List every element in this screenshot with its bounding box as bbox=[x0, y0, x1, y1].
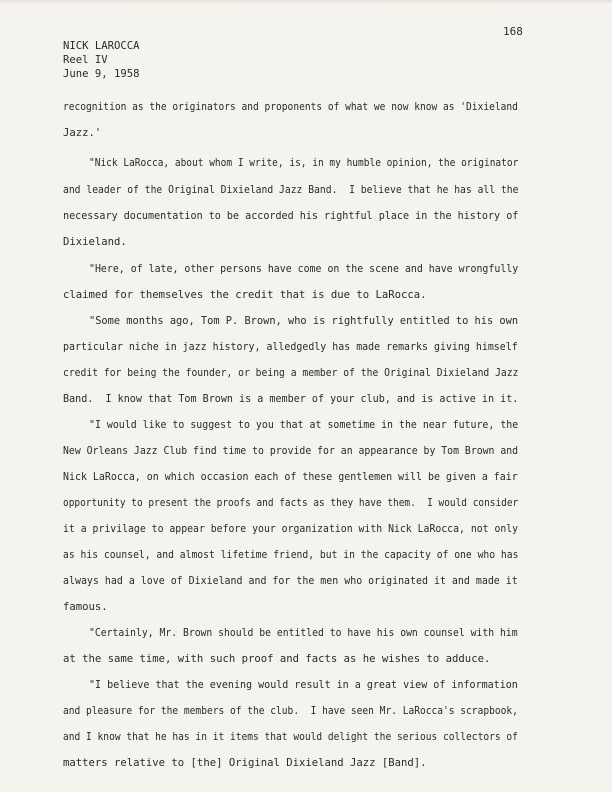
text-line: Jazz.' bbox=[63, 127, 102, 139]
text-line: claimed for themselves the credit that is due to LaRocca. bbox=[63, 289, 427, 301]
text-line: as his counsel, and almost lifetime friend, but in the capacity of one who has bbox=[63, 549, 519, 561]
text-line: always had a love of Dixieland and for the men who originated it and made it bbox=[63, 575, 518, 587]
page-number: 168 bbox=[503, 25, 523, 38]
text-line: Nick LaRocca, on which occasion each of these gentlemen will be given a fair bbox=[63, 471, 518, 483]
text-line: "Certainly, Mr. Brown should be entitled to have his own counsel with him bbox=[89, 627, 518, 639]
text-line: "I believe that the evening would result in a great view of information bbox=[89, 679, 518, 691]
text-line: New Orleans Jazz Club find time to provide for an appearance by Tom Brown and bbox=[63, 445, 519, 457]
text-line: and I know that he has in it items that would delight the serious collectors of bbox=[63, 731, 518, 743]
text-line: particular niche in jazz history, alledgedly has made remarks giving himself bbox=[63, 341, 518, 353]
interviewee-name: NICK LAROCCA bbox=[63, 40, 140, 52]
text-line: "Here, of late, other persons have come on the scene and have wrongfully bbox=[89, 263, 519, 275]
text-line: at the same time, with such proof and facts as he wishes to adduce. bbox=[63, 653, 491, 665]
text-line: credit for being the founder, or being a member of the Original Dixieland Jazz bbox=[63, 367, 519, 379]
text-line: Band. I know that Tom Brown is a member of your club, and is active in it. bbox=[63, 393, 519, 405]
text-line: opportunity to present the proofs and facts as they have them. I would consider bbox=[63, 497, 519, 509]
text-line: "I would like to suggest to you that at sometime in the near future, the bbox=[89, 419, 519, 431]
text-line: necessary documentation to be accorded his rightful place in the history of bbox=[63, 210, 519, 222]
reel-label: Reel IV bbox=[63, 54, 108, 66]
text-line: it a privilage to appear before your organization with Nick LaRocca, not only bbox=[63, 523, 519, 535]
text-line: recognition as the originators and proponents of what we now know as 'Dixieland bbox=[63, 101, 518, 113]
text-line: and leader of the Original Dixieland Jazz Band. I believe that he has all the bbox=[63, 184, 519, 196]
text-line: Dixieland. bbox=[63, 236, 127, 248]
text-line: matters relative to [the] Original Dixieland Jazz [Band]. bbox=[63, 757, 427, 769]
text-line: famous. bbox=[63, 601, 108, 613]
text-line: and pleasure for the members of the club. I have seen Mr. LaRocca's scrapbook, bbox=[63, 705, 518, 717]
interview-date: June 9, 1958 bbox=[63, 68, 140, 80]
text-line: "Some months ago, Tom P. Brown, who is rightfully entitled to his own bbox=[89, 315, 519, 327]
text-line: "Nick LaRocca, about whom I write, is, in my humble opinion, the originator bbox=[89, 157, 519, 169]
transcript-header bbox=[63, 39, 140, 81]
page-edge-shadow bbox=[0, 0, 612, 4]
